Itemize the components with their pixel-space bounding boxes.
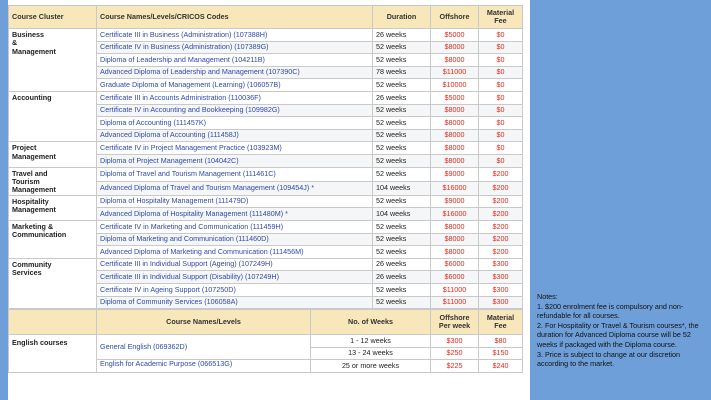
material-fee: $300 (479, 271, 523, 284)
column-header: Offshore (431, 6, 479, 29)
duration: 26 weeks (373, 271, 431, 284)
duration: 104 weeks (373, 181, 431, 195)
offshore-fee: $8000 (431, 220, 479, 233)
material-fee: $200 (479, 208, 523, 221)
material-fee: $0 (479, 29, 523, 42)
offshore-fee: $8000 (431, 41, 479, 54)
offshore-fee: $8000 (431, 54, 479, 67)
duration: 52 weeks (373, 41, 431, 54)
material-fee: $0 (479, 117, 523, 130)
material-fee: $300 (479, 283, 523, 296)
weeks-range: 13 - 24 weeks (311, 347, 431, 360)
course-name: General English (069362D) (97, 335, 311, 360)
material-fee: $0 (479, 79, 523, 92)
header-blank (9, 310, 97, 335)
offshore-fee: $8000 (431, 233, 479, 246)
note-item: 2. For Hospitality or Travel & Tourism courses*, the duration for Advanced Diploma course will be 52 weeks if packaged with the Diploma course. (537, 320, 699, 349)
course-name: Diploma of Travel and Tourism Management (111461C) (97, 167, 373, 181)
duration: 78 weeks (373, 66, 431, 79)
offshore-fee: $8000 (431, 129, 479, 142)
duration: 52 weeks (373, 142, 431, 155)
material-fee: $200 (479, 181, 523, 195)
offshore-fee: $9000 (431, 195, 479, 208)
fee-sheet (8, 0, 530, 400)
course-name: Certificate III in Business (Administration) (107388H) (97, 29, 373, 42)
column-header: Material Fee (479, 310, 523, 335)
duration: 26 weeks (373, 91, 431, 104)
notes-panel (537, 292, 705, 369)
offshore-fee: $16000 (431, 181, 479, 195)
duration: 52 weeks (373, 220, 431, 233)
course-name: Certificate IV in Accounting and Bookkeeping (109982G) (97, 104, 373, 117)
column-header: Material Fee (479, 6, 523, 29)
offshore-fee: $11000 (431, 283, 479, 296)
offshore-fee: $16000 (431, 208, 479, 221)
duration: 52 weeks (373, 283, 431, 296)
course-name: Certificate III in Individual Support (Disability) (107249H) (97, 271, 373, 284)
course-name: Certificate III in Individual Support (Ageing) (107249H) (97, 258, 373, 271)
course-name: Diploma of Community Services (106058A) (97, 296, 373, 309)
material-fee: $0 (479, 54, 523, 67)
course-cluster: English courses (9, 335, 97, 373)
duration: 52 weeks (373, 296, 431, 309)
offshore-per-week: $250 (431, 347, 479, 360)
course-name: Diploma of Accounting (111457K) (97, 117, 373, 130)
offshore-fee: $8000 (431, 104, 479, 117)
column-header: Duration (373, 6, 431, 29)
course-cluster: Hospitality Management (9, 195, 97, 220)
column-header: Course Names/Levels (97, 310, 311, 335)
offshore-fee: $11000 (431, 66, 479, 79)
material-fee: $0 (479, 104, 523, 117)
duration: 52 weeks (373, 233, 431, 246)
column-header: Offshore Per week (431, 310, 479, 335)
duration: 52 weeks (373, 154, 431, 167)
english-course-table (8, 309, 523, 373)
duration: 26 weeks (373, 258, 431, 271)
material-fee: $0 (479, 129, 523, 142)
offshore-fee: $10000 (431, 79, 479, 92)
material-fee: $0 (479, 41, 523, 54)
table-row (9, 258, 523, 271)
duration: 104 weeks (373, 208, 431, 221)
course-cluster: Marketing & Communication (9, 220, 97, 258)
note-item: 3. Price is subject to change at our discretion according to the market. (537, 349, 681, 369)
offshore-fee: $6000 (431, 258, 479, 271)
material-fee: $200 (479, 167, 523, 181)
offshore-fee: $5000 (431, 91, 479, 104)
course-name: Diploma of Project Management (104042C) (97, 154, 373, 167)
material-fee: $0 (479, 91, 523, 104)
offshore-fee: $5000 (431, 29, 479, 42)
table-row (9, 195, 523, 208)
duration: 26 weeks (373, 29, 431, 42)
material-fee: $240 (479, 360, 523, 373)
offshore-fee: $8000 (431, 142, 479, 155)
material-fee: $200 (479, 195, 523, 208)
note-item: 1. $200 enrolment fee is compulsory and non-refundable for all courses. (537, 301, 684, 321)
column-header: No. of Weeks (311, 310, 431, 335)
course-name: Diploma of Leadership and Management (104211B) (97, 54, 373, 67)
course-cluster: Community Services (9, 258, 97, 308)
offshore-per-week: $225 (431, 360, 479, 373)
material-fee: $300 (479, 258, 523, 271)
course-name: Advanced Diploma of Leadership and Management (107390C) (97, 66, 373, 79)
table-row (9, 220, 523, 233)
material-fee: $0 (479, 154, 523, 167)
weeks-range: 25 or more weeks (311, 360, 431, 373)
material-fee: $200 (479, 220, 523, 233)
course-cluster: Travel and Tourism Management (9, 167, 97, 195)
weeks-range: 1 - 12 weeks (311, 335, 431, 348)
course-name: Advanced Diploma of Marketing and Communication (111456M) (97, 246, 373, 259)
material-fee: $80 (479, 335, 523, 348)
table-row (9, 167, 523, 181)
table-row (9, 142, 523, 155)
course-name: Diploma of Hospitality Management (111479D) (97, 195, 373, 208)
duration: 52 weeks (373, 129, 431, 142)
duration: 52 weeks (373, 54, 431, 67)
material-fee: $300 (479, 296, 523, 309)
course-name: Advanced Diploma of Travel and Tourism Management (109454J) * (97, 181, 373, 195)
material-fee: $0 (479, 66, 523, 79)
material-fee: $200 (479, 246, 523, 259)
course-name: Diploma of Marketing and Communication (111460D) (97, 233, 373, 246)
notes-title: Notes: (537, 292, 558, 301)
course-name: Graduate Diploma of Management (Learning) (106057B) (97, 79, 373, 92)
column-header: Course Names/Levels/CRICOS Codes (97, 6, 373, 29)
course-name: Certificate IV in Marketing and Communication (111459H) (97, 220, 373, 233)
material-fee: $200 (479, 233, 523, 246)
duration: 52 weeks (373, 195, 431, 208)
course-cluster: Accounting (9, 91, 97, 141)
duration: 52 weeks (373, 246, 431, 259)
duration: 52 weeks (373, 167, 431, 181)
offshore-fee: $8000 (431, 154, 479, 167)
course-fee-table (8, 5, 523, 309)
offshore-fee: $8000 (431, 246, 479, 259)
offshore-fee: $11000 (431, 296, 479, 309)
duration: 52 weeks (373, 79, 431, 92)
course-name: Certificate IV in Ageing Support (107250D) (97, 283, 373, 296)
course-name: Advanced Diploma of Accounting (111458J) (97, 129, 373, 142)
table-row (9, 91, 523, 104)
course-name: Certificate IV in Business (Administration) (107389G) (97, 41, 373, 54)
course-name: English for Academic Purpose (066513G) (97, 360, 311, 373)
course-cluster: Business & Management (9, 29, 97, 92)
table-row (9, 335, 523, 348)
offshore-fee: $9000 (431, 167, 479, 181)
course-name: Certificate IV in Project Management Practice (103923M) (97, 142, 373, 155)
offshore-fee: $8000 (431, 117, 479, 130)
column-header: Course Cluster (9, 6, 97, 29)
table-row (9, 29, 523, 42)
duration: 52 weeks (373, 104, 431, 117)
offshore-per-week: $300 (431, 335, 479, 348)
material-fee: $0 (479, 142, 523, 155)
material-fee: $150 (479, 347, 523, 360)
offshore-fee: $6000 (431, 271, 479, 284)
course-cluster: Project Management (9, 142, 97, 167)
duration: 52 weeks (373, 117, 431, 130)
course-name: Certificate III in Accounts Administration (110036F) (97, 91, 373, 104)
course-name: Advanced Diploma of Hospitality Management (111480M) * (97, 208, 373, 221)
